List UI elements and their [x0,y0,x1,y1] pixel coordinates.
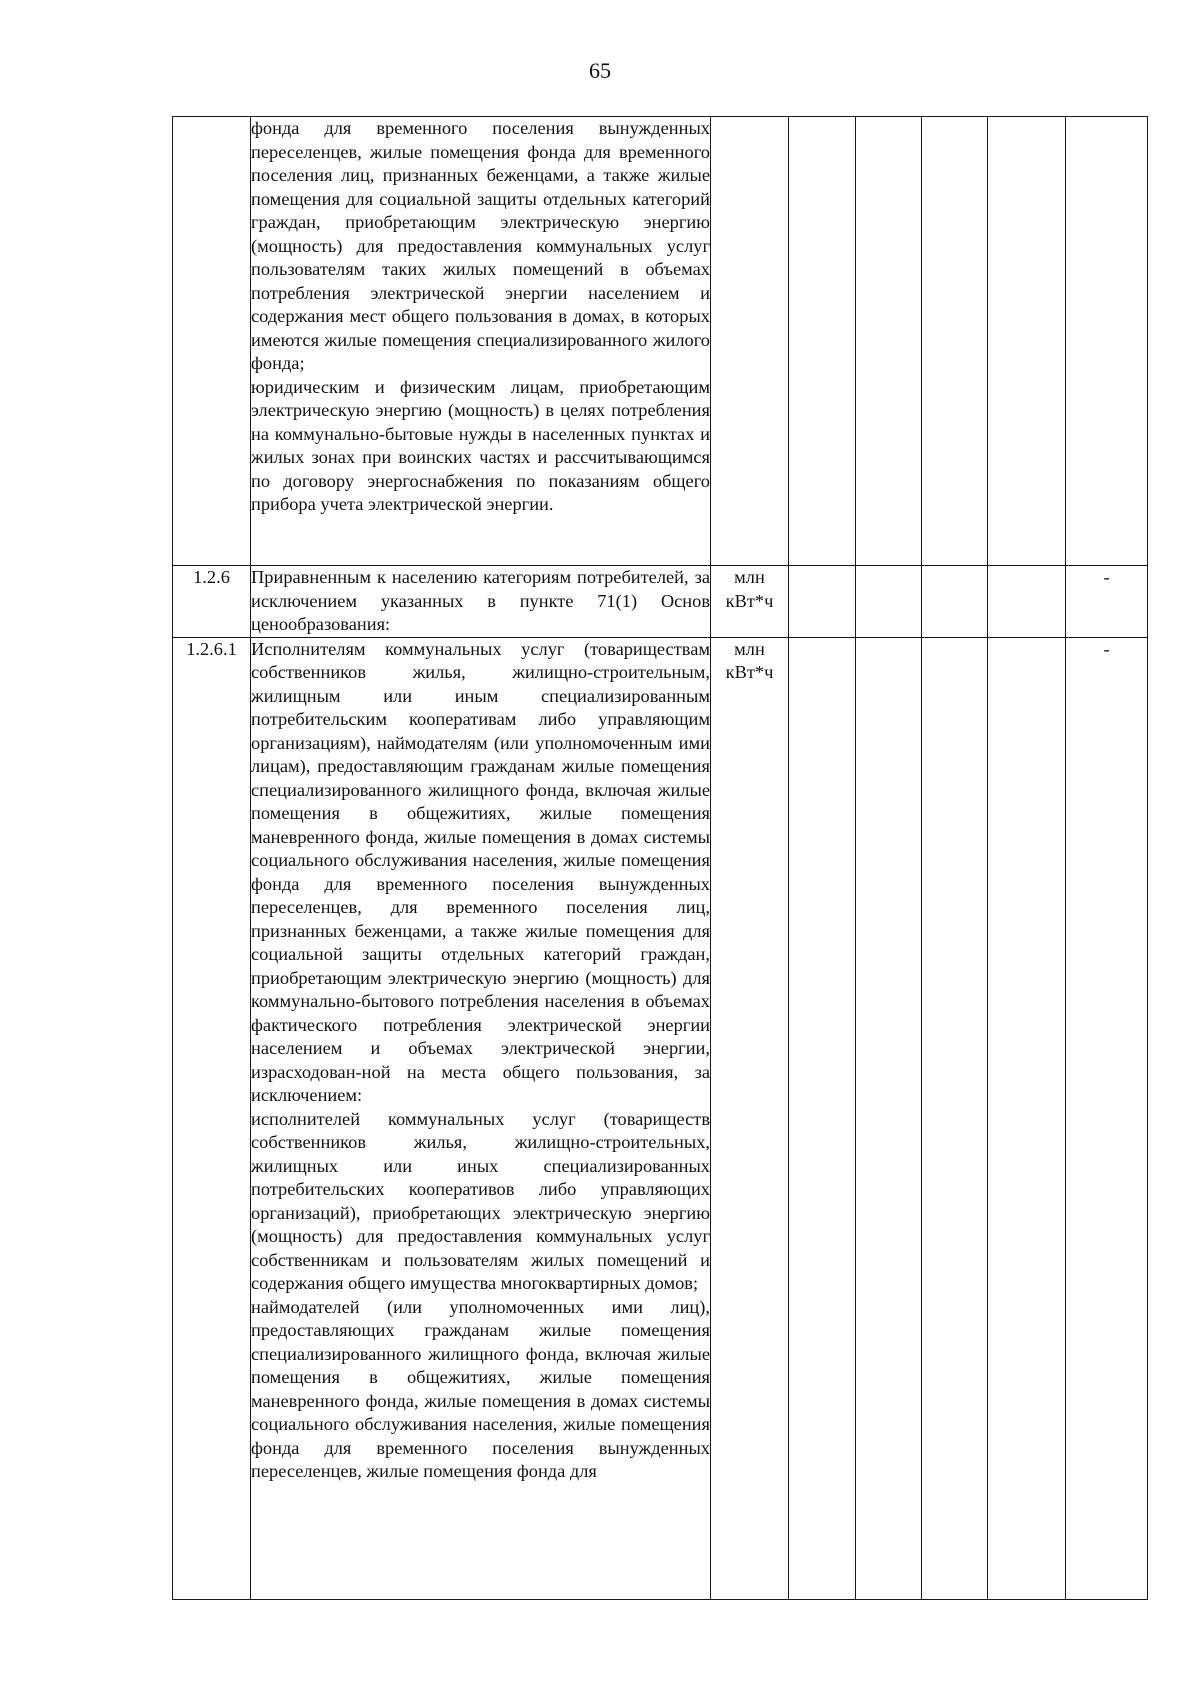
page-number: 65 [589,58,611,83]
value-cell [988,566,1066,638]
row-description-cell [251,117,711,566]
row-description-cell [251,566,711,638]
value-cell [789,566,856,638]
last-value-cell: - [1066,566,1148,638]
value-cell [856,637,922,1599]
description-paragraph: наймодателей (или уполномоченных ими лиц), предоставляющих гражданам жилые помещения специализированного жилищного фонда, включая жилые помещения в общежитиях, жилые помещения маневренного фонда, жилые помещения в домах системы социального обслуживания населения, жилые помещения фонда для временного поселения вынужденных переселенцев, жилые помещения фонда для [251,1296,710,1481]
description-paragraph: исполнителей коммунальных услуг (товариществ собственников жилья, жилищно-строительных, жилищных или иных специализированных потребительских кооперативов либо управляющих организаций), приобретающих электрическую энергию (мощность) для предоставления коммунальных услуг собственникам и пользователям жилых помещений и содержания общего имущества многоквартирных домов; [251,1108,710,1293]
description-paragraph: Приравненным к населению категориям потребителей, за исключением указанных в пункте 71(1) Основ ценообразования: [251,567,710,634]
last-value-cell: - [1066,637,1148,1599]
value-cell [856,566,922,638]
value-cell [988,117,1066,566]
unit-cell [711,117,789,566]
value-cell [856,117,922,566]
value-cell [988,637,1066,1599]
table-row [173,566,1148,638]
row-description-cell [251,637,711,1599]
value-cell [922,637,988,1599]
table-row [173,117,1148,566]
value-cell [922,566,988,638]
tariff-table [172,116,1148,1600]
description-paragraph: юридическим и физическим лицам, приобретающим электрическую энергию (мощность) в целях потребления на коммунально-бытовые нужды в населенных пунктах и жилых зонах при воинских частях и рассчитывающимся по договору энергоснабжения по показаниям общего прибора учета электрической энергии. [251,376,710,514]
row-number-cell: 1.2.6.1 [173,637,251,1599]
description-paragraph: фонда для временного поселения вынужденных переселенцев, жилые помещения фонда для временного поселения лиц, признанных беженцами, а также жилые помещения для социальной защиты отдельных категорий граждан, приобретающим электрическую энергию (мощность) для предоставления коммунальных услуг пользователям таких жилых помещений в объемах потребления электрической энергии населением и содержания мест общего пользования в домах, в которых имеются жилые помещения специализированного жилого фонда; [251,118,710,373]
row-number-cell [173,117,251,566]
table-row [173,637,1148,1599]
last-value-cell [1066,117,1148,566]
row-number-cell: 1.2.6 [173,566,251,638]
value-cell [789,117,856,566]
value-cell [922,117,988,566]
unit-cell: млн кВт*ч [711,566,789,638]
description-paragraph: Исполнителям коммунальных услуг (товариществам собственников жилья, жилищно-строительным, жилищным или иным специализированным потребительским кооперативам либо управляющим организациям), наймодателям (или уполномоченным ими лицам), предоставляющим гражданам жилые помещения специализированного жилищного фонда, включая жилые помещения в общежитиях, жилые помещения маневренного фонда, жилые помещения в домах системы социального обслуживания населения, жилые помещения фонда для временного поселения вынужденных переселенцев, для временного поселения лиц, признанных беженцами, а также жилые помещения для социальной защиты отдельных категорий граждан, приобретающим электрическую энергию (мощность) для коммунально-бытового потребления населения в объемах фактического потребления электрической энергии населением и объемах электрической энергии, израсходован-ной на места общего пользования, за исключением: [251,638,710,1105]
unit-cell: млн кВт*ч [711,637,789,1599]
value-cell [789,637,856,1599]
